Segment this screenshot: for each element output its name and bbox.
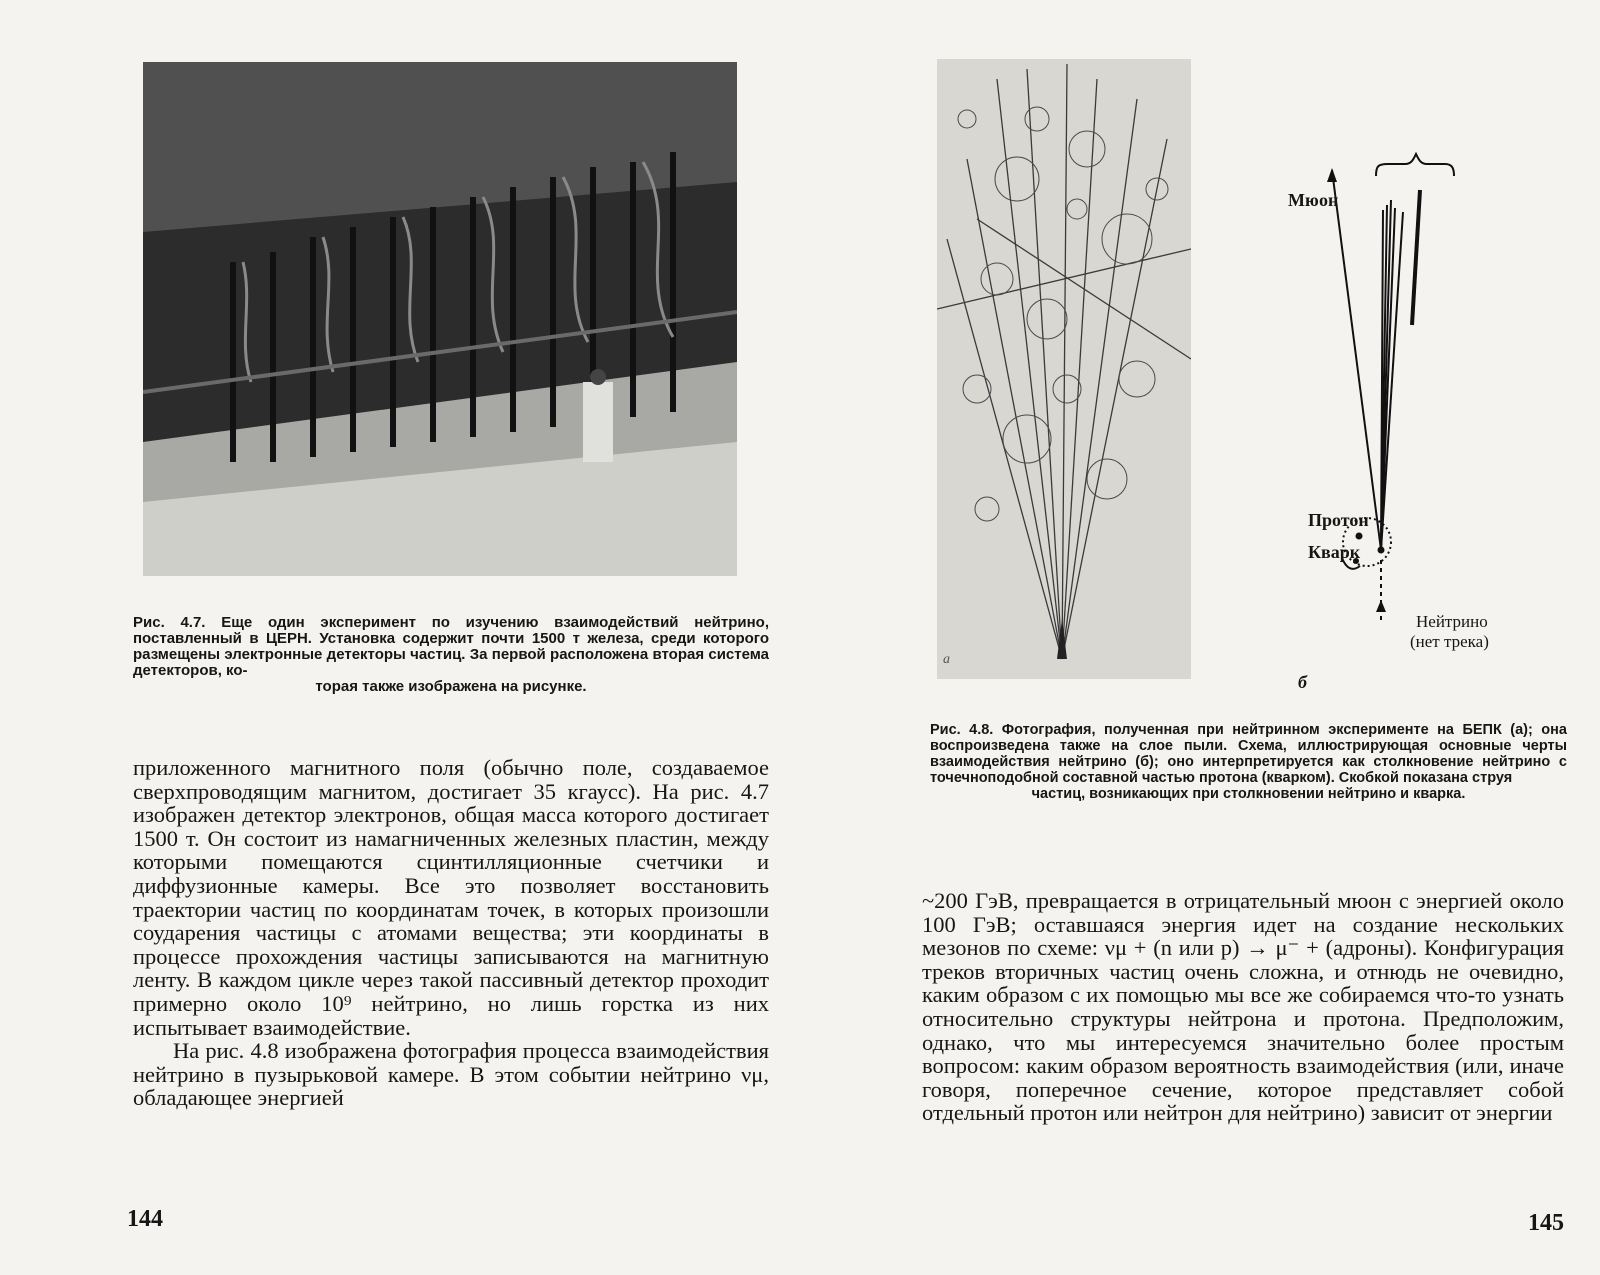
bubble-chamber-image	[937, 59, 1191, 679]
neutrino-arrowhead	[1376, 600, 1386, 612]
diagram-letter: б	[1298, 672, 1307, 692]
paragraph: На рис. 4.8 изображена фотография процесса взаимодействия нейтрино в пузырьковой камере. В этом событии нейтрино νμ, обладающее энергией	[133, 1038, 769, 1111]
figure-4-8-caption	[930, 722, 1567, 802]
caption-last-line: частиц, возникающих при столкновении нейтрино и кварка.	[1031, 786, 1466, 802]
interaction-schematic	[1270, 150, 1570, 670]
muon-arrowhead	[1327, 168, 1337, 182]
vertex-dot	[1378, 547, 1385, 554]
detector-hall-image	[143, 62, 737, 576]
figure-4-7-caption	[133, 615, 769, 695]
figure-4-8b-diagram	[1270, 150, 1570, 692]
caption-text: Еще один эксперимент по изучению взаимодействий нейтрино, поставленный в ЦЕРН. Установка содержит почти 1500 т железа, среди которого размещены электронные детекторы частиц. За первой расположена вторая система детекторов, ко-	[133, 614, 769, 679]
caption-lead: Рис. 4.8.	[930, 722, 994, 738]
proton-label: Протон	[1308, 510, 1369, 530]
muon-label: Мюон	[1288, 190, 1339, 210]
quark-dot	[1356, 533, 1363, 540]
page-number: 144	[127, 1206, 163, 1232]
quark-label: Кварк	[1308, 542, 1361, 562]
page-number: 145	[1528, 1210, 1564, 1236]
paragraph: ~200 ГэВ, превращается в отрицательный мюон с энергией около 100 ГэВ; оставшаяся энергия идет на создание нескольких мезонов по схеме: νμ + (n или p) → μ⁻ + (адроны). Конфигурация треков вторичных частиц очень сложна, и отнюдь не очевидно, каким образом с их помощью мы все же собираемся что-то узнать относительно структуры нейтрона и протона. Предположим, однако, что мы интересуемся значительно более простым вопросом: каким образом вероятность взаимодействия (или, иначе говоря, поперечное сечение, которое представляет собой отдельный протон или нейтрон для нейтрино) зависит от энергии	[922, 888, 1564, 1126]
caption-last-line: торая также изображена на рисунке.	[315, 678, 587, 695]
figure-4-7-photo	[143, 62, 737, 576]
figure-4-8a-photo	[937, 59, 1191, 679]
left-body-text	[133, 756, 769, 1110]
neutrino-label: Нейтрино	[1416, 612, 1488, 631]
caption-lead: Рис. 4.7.	[133, 614, 206, 631]
muon-track	[1332, 170, 1381, 550]
paragraph: приложенного магнитного поля (обычно поле, создаваемое сверхпроводящим магнитом, достигает 35 кгаусс). На рис. 4.7 изображен детектор электронов, общая масса которого достигает 1500 т. Он состоит из намагниченных железных пластин, между которыми помещаются сцинтилляционные счетчики и диффузионные камеры. Все это позволяет восстановить траектории частиц по координатам точек, в которых произошли соударения частицы с атомами вещества; эти координаты в процессе прохождения частицы записываются на магнитную ленту. В каждом цикле через такой пассивный детектор проходит примерно около 10⁹ нейтрино, но лишь горстка из них испытывает взаимодействие.	[133, 755, 769, 1040]
caption-text: Фотография, полученная при нейтринном эксперименте на БЕПК (а); она воспроизведена также на слое пыли. Схема, иллюстрирующая основные черты взаимодействия нейтрино (б); оно интерпретируется как столкновение нейтрино с точечноподобной составной частью протона (кварком). Скобкой показана струя	[930, 722, 1567, 786]
photo-letter: а	[943, 652, 950, 667]
right-body-text	[922, 889, 1564, 1125]
no-track-label: (нет трека)	[1410, 632, 1489, 651]
